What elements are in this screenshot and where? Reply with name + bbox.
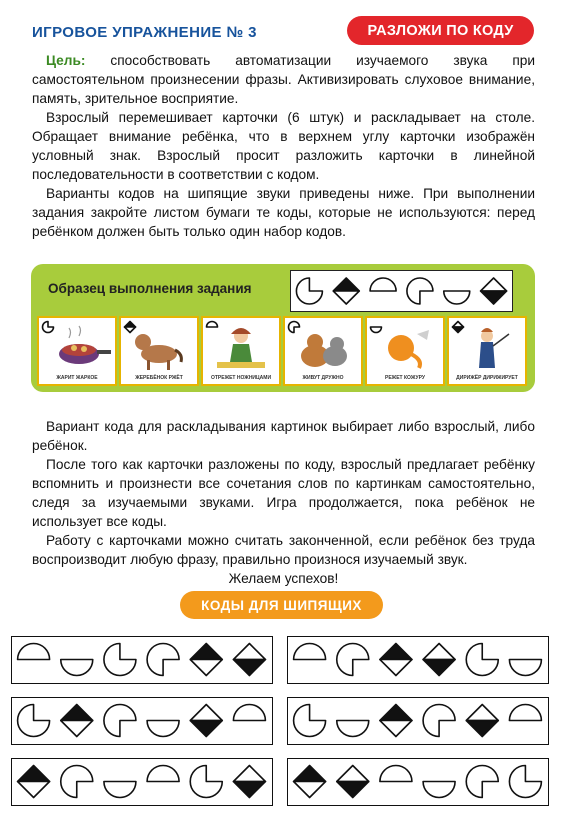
page-title: ИГРОВОЕ УПРАЖНЕНИЕ № 3 (32, 24, 257, 41)
diamond-top-black-icon (294, 766, 326, 798)
diamond-top-black-icon (18, 766, 50, 798)
pacman-top-right-icon (294, 705, 326, 737)
card-6 (447, 316, 527, 386)
card-caption: ЖАРИТ ЖАРКОЕ (56, 375, 98, 381)
semicircle-bottom-icon (509, 660, 541, 676)
conductor-icon (449, 324, 525, 374)
diamond-top-black-icon (61, 705, 93, 737)
pacman-top-right-icon (466, 644, 498, 676)
goal-label: Цель: (46, 53, 86, 68)
pacman-bottom-right-icon (61, 766, 93, 798)
semicircle-bottom-icon (147, 721, 179, 737)
diamond-bottom-black-icon (337, 766, 369, 798)
semicircle-top-icon (509, 705, 541, 721)
semicircle-bottom-icon (61, 660, 93, 676)
semicircle-bottom-icon (337, 721, 369, 737)
card-caption: ОТРЕЖЕТ НОЖНИЦАМИ (210, 375, 272, 381)
code-symbols (12, 698, 271, 743)
semicircle-top-icon (233, 705, 265, 721)
pacman-top-right-icon (104, 644, 136, 676)
card-caption: ДИРИЖЁР ДИРИЖИРУЕТ (456, 375, 518, 381)
code-set-3 (11, 697, 273, 745)
exercise-badge: РАЗЛОЖИ ПО КОДУ (347, 16, 534, 45)
semicircle-bottom-icon (104, 782, 136, 798)
diamond-bottom-black-icon (466, 705, 498, 737)
diamond-top-black-icon (380, 644, 412, 676)
card-4 (283, 316, 363, 386)
semicircle-top-icon (18, 644, 50, 660)
card-3 (201, 316, 281, 386)
card-caption: ЖИВУТ ДРУЖНО (302, 375, 344, 381)
diamond-bottom-black-icon (233, 766, 265, 798)
code-set-4 (287, 697, 549, 745)
semicircle-bottom-icon (444, 291, 470, 304)
scissors-girl-icon (203, 324, 279, 374)
card-5 (365, 316, 445, 386)
pacman-bottom-right-icon (147, 644, 179, 676)
semicircle-top-icon (380, 766, 412, 782)
card-caption: ЖЕРЕБЁНОК РЖЁТ (135, 375, 183, 381)
sample-cards (37, 316, 527, 386)
pacman-bottom-right-icon (407, 278, 433, 304)
code-symbols (288, 698, 547, 743)
code-symbols (288, 759, 547, 804)
intro-paragraph-2: Взрослый перемешивает карточки (6 штук) и раскладывает на столе. Обращает внимание ребёнка, что в верхнем углу карточки изображён условный знак. Взрослый просит разложить карточки в линейной последовательности в соответствии с кодом. (32, 110, 535, 182)
code-symbols (12, 637, 271, 682)
body-paragraph-2: После того как карточки разложены по коду, взрослый предлагает ребёнку вспомнить и произнести все сочетания слов по картинкам самостоятельно, следя за изучаемыми звуками. Игра продолжается, пока ребёнок не использует все коды. (32, 457, 535, 529)
body-paragraph-3: Работу с карточками можно считать законченной, если ребёнок без труда воспроизводит любую фразу, правильно произнося изучаемый звук. (32, 533, 535, 567)
pacman-bottom-right-icon (423, 705, 455, 737)
diamond-bottom-black-icon (233, 644, 265, 676)
wish-text: Желаем успехов! (228, 571, 339, 586)
semicircle-bottom-icon (423, 782, 455, 798)
diamond-bottom-black-icon (190, 705, 222, 737)
code-symbols (288, 637, 547, 682)
orange-peel-icon (367, 324, 443, 374)
diamond-top-black-icon (333, 278, 359, 304)
code-symbols (12, 759, 271, 804)
body-text (32, 417, 535, 588)
pacman-top-right-icon (509, 766, 541, 798)
semicircle-top-icon (147, 766, 179, 782)
pacman-top-right-icon (296, 278, 322, 304)
card-2 (119, 316, 199, 386)
sample-code-symbols (291, 271, 512, 311)
code-set-5 (11, 758, 273, 806)
codes-badge: КОДЫ ДЛЯ ШИПЯЩИХ (180, 591, 383, 619)
diamond-bottom-black-icon (423, 644, 455, 676)
frying-pan-icon (39, 324, 115, 374)
intro-text (32, 51, 535, 241)
code-set-2 (287, 636, 549, 684)
semicircle-top-icon (294, 644, 326, 660)
pacman-bottom-right-icon (104, 705, 136, 737)
diamond-top-black-icon (190, 644, 222, 676)
pacman-bottom-right-icon (466, 766, 498, 798)
foal-icon (121, 324, 197, 374)
sample-code (290, 270, 513, 312)
body-paragraph-1: Вариант кода для раскладывания картинок выбирает либо взрослый, либо ребёнок. (32, 419, 535, 453)
card-1 (37, 316, 117, 386)
pacman-bottom-right-icon (337, 644, 369, 676)
diamond-top-black-icon (380, 705, 412, 737)
card-caption: РЕЖЕТ КОЖУРУ (385, 375, 425, 381)
goal-text: способствовать автоматизации изучаемого звука при самостоятельном произнесении фразы. Активизировать слуховое внимание, память, зрительное восприятие. (32, 53, 535, 106)
intro-paragraph-3: Варианты кодов на шипящие звуки приведены ниже. При выполнении задания закройте листом бумаги те коды, которые не используются: перед ребёнком должен быть только один набор кодов. (32, 186, 535, 239)
code-set-1 (11, 636, 273, 684)
sample-label: Образец выполнения задания (48, 281, 252, 296)
diamond-bottom-black-icon (481, 278, 507, 304)
pacman-top-right-icon (190, 766, 222, 798)
code-set-6 (287, 758, 549, 806)
pacman-top-right-icon (18, 705, 50, 737)
semicircle-top-icon (370, 278, 396, 291)
cat-dog-icon (285, 324, 361, 374)
